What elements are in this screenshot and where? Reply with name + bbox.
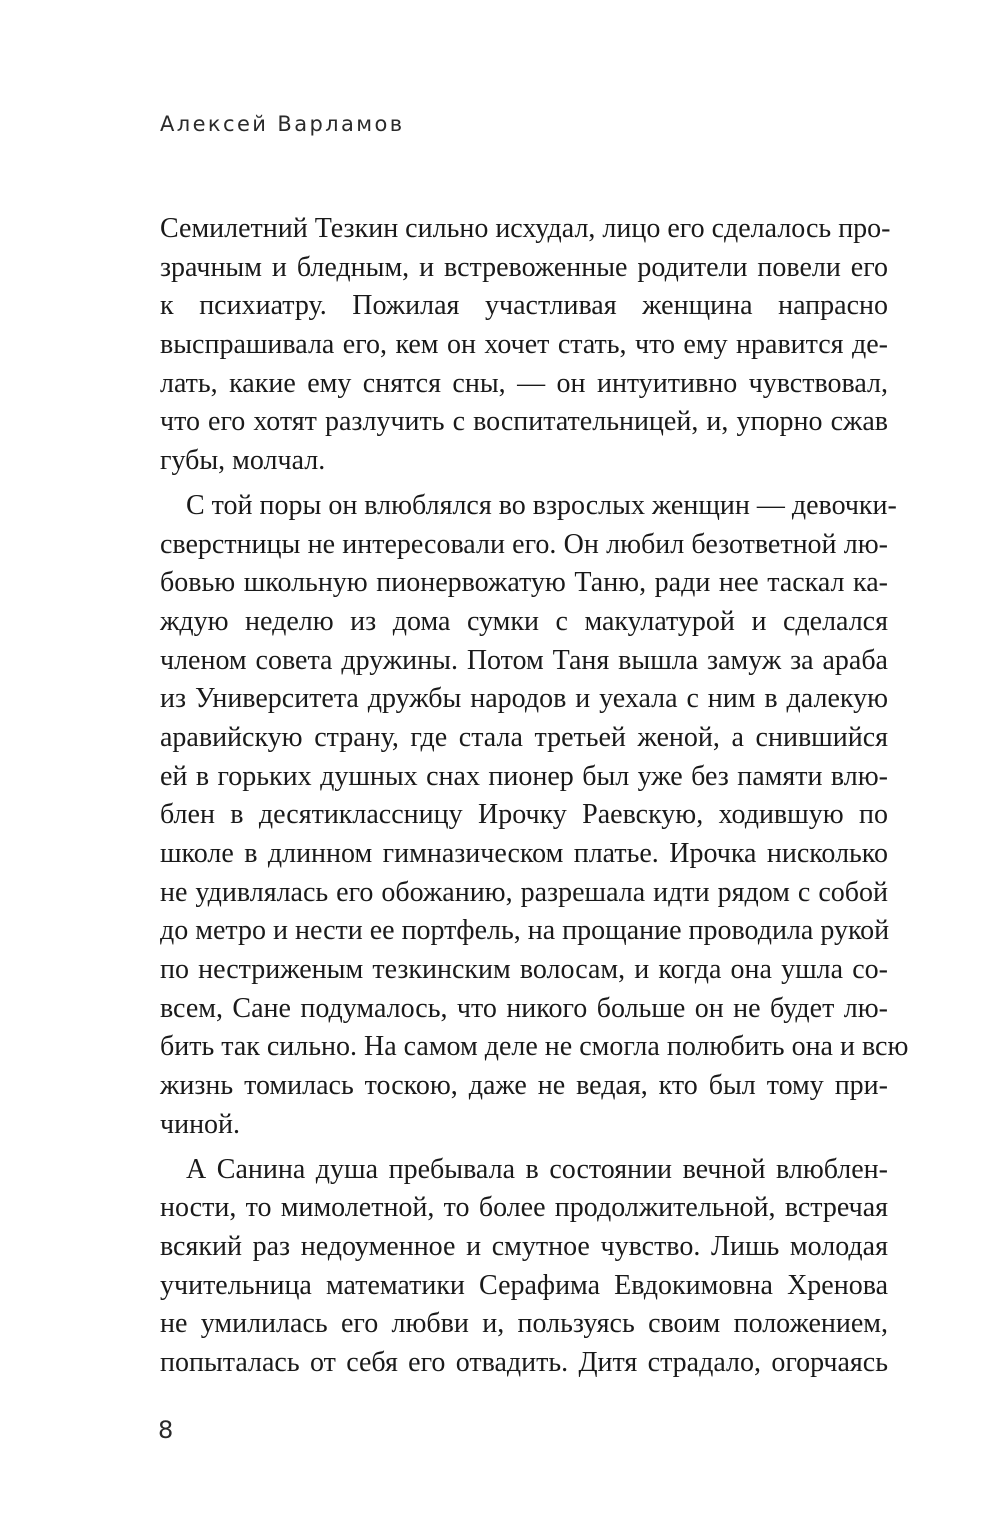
text-line: не умилилась его любви и, пользуясь своим положением, (160, 1308, 888, 1340)
text-line: бить так сильно. На самом деле не смогла полюбить она и всю (160, 1031, 909, 1063)
text-line: что его хотят разлучить с воспитательницей, и, упорно сжав (160, 406, 888, 438)
text-line: выспрашивала его, кем он хочет стать, что ему нравится де- (160, 329, 888, 361)
paragraph (160, 210, 891, 481)
text-line: А Санина душа пребывала в состоянии вечной влюблен- (186, 1153, 888, 1185)
text-line: не удивлялась его обожанию, разрешала идти рядом с собой (160, 876, 888, 908)
running-head-author: Алексей Варламов (160, 112, 405, 136)
text-line: жизнь томилась тоскою, даже не ведая, кто был тому при- (160, 1070, 888, 1102)
paragraph (160, 1151, 888, 1383)
text-line: лать, какие ему снятся сны, — он интуитивно чувствовал, (160, 367, 888, 399)
text-line: ей в горьких душных снах пионер был уже без памяти влю- (160, 760, 888, 792)
text-line: всякий раз недоуменное и смутное чувство. Лишь молодая (160, 1230, 888, 1262)
text-line: из Университета дружбы народов и уехала с ним в далекую (160, 683, 888, 715)
text-line: по нестриженым тезкинским волосам, и когда она ушла со- (160, 954, 888, 986)
text-line: чиной. (160, 1108, 241, 1140)
text-line: к психиатру. Пожилая участливая женщина напрасно (160, 290, 888, 322)
text-line: зрачным и бледным, и встревоженные родители повели его (160, 251, 888, 283)
text-line: учительница математики Серафима Евдокимовна Хренова (160, 1269, 888, 1301)
page-number: 8 (158, 1416, 174, 1444)
text-line: сверстницы не интересовали его. Он любил безответной лю- (160, 528, 888, 560)
text-line: блен в десятиклассницу Ирочку Раевскую, ходившую по (160, 799, 888, 831)
text-line: ждую неделю из дома сумки с макулатурой и сделался (160, 605, 888, 637)
text-line: бовью школьную пионервожатую Таню, ради нее таскал ка- (160, 567, 888, 599)
text-line: Семилетний Тезкин сильно исхудал, лицо его сделалось про- (160, 213, 891, 244)
text-line: ности, то мимолетной, то более продолжительной, встречая (160, 1192, 888, 1224)
text-line: школе в длинном гимназическом платье. Ирочка нисколько (160, 838, 888, 869)
text-line: попыталась от себя его отвадить. Дитя страдало, огорчаясь (160, 1346, 888, 1378)
paragraph (160, 487, 909, 1145)
text-line: губы, молчал. (160, 445, 326, 477)
text-line: всем, Сане подумалось, что никого больше он не будет лю- (160, 992, 888, 1024)
text-line: аравийскую страну, где стала третьей женой, а снившийся (160, 721, 888, 753)
text-line: до метро и нести ее портфель, на прощание проводила рукой (160, 915, 890, 947)
text-line: членом совета дружины. Потом Таня вышла замуж за араба (160, 644, 888, 676)
text-line: С той поры он влюблялся во взрослых женщин — девочки- (186, 489, 897, 521)
body-text (160, 210, 909, 1383)
